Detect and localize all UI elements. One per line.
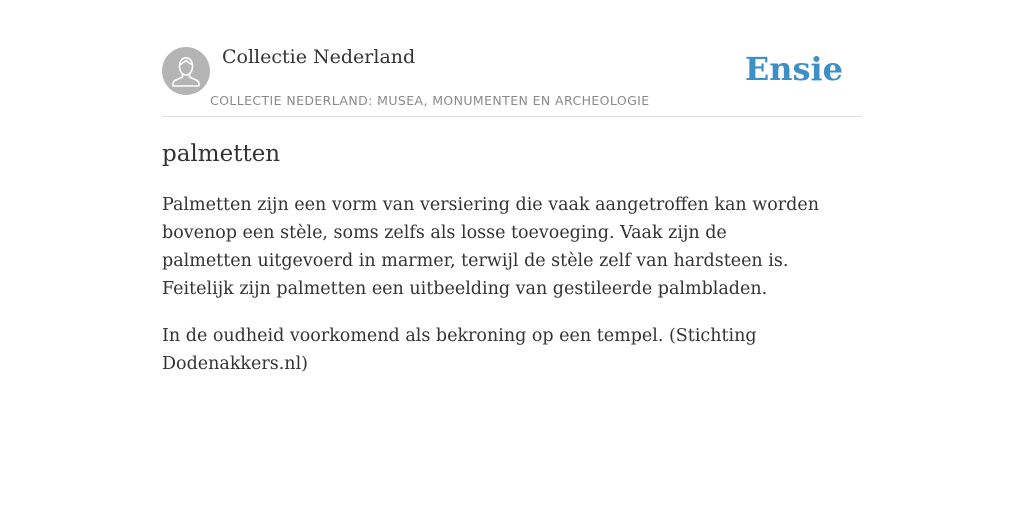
- user-silhouette-icon: [162, 47, 210, 95]
- entry-content: [162, 138, 862, 397]
- author-name[interactable]: Collectie Nederland: [222, 46, 416, 68]
- source-label[interactable]: COLLECTIE NEDERLAND: MUSEA, MONUMENTEN EN ARCHEOLOGIE: [210, 93, 650, 108]
- entry-paragraph: Palmetten zijn een vorm van versiering die vaak aangetroffen kan worden bovenop een stèle, soms zelfs als losse toevoeging. Vaak zijn de palmetten uitgevoerd in marmer, terwijl de stèle zelf van hardsteen is. Feitelijk zijn palmetten een uitbeelding van gestileerde palmbladen.: [162, 195, 819, 299]
- entry-paragraph: In de oudheid voorkomend als bekroning op een tempel. (Stichting Dodenakkers.nl): [162, 326, 757, 374]
- entry-title: palmetten: [162, 141, 281, 167]
- brand-logo[interactable]: Ensie: [744, 50, 843, 88]
- avatar[interactable]: [162, 47, 210, 95]
- entry-header: [162, 40, 862, 117]
